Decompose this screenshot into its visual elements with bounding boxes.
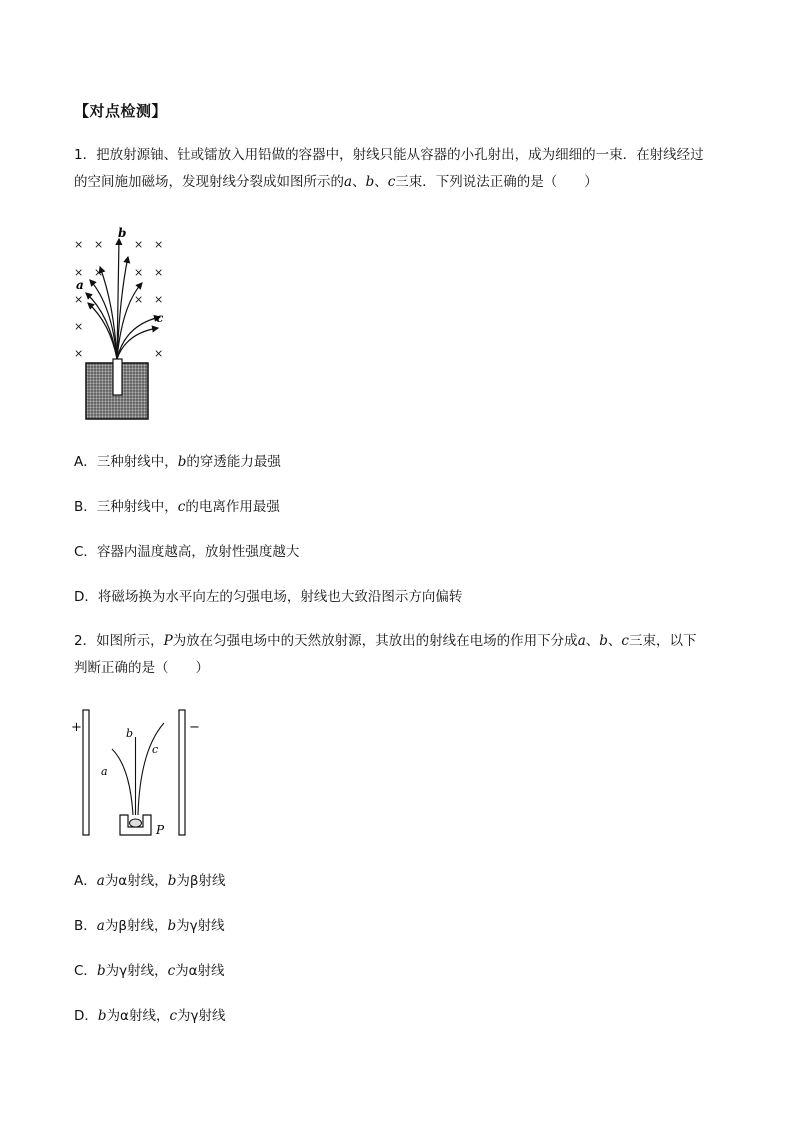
label-b: b bbox=[126, 727, 134, 740]
field-cross: × bbox=[74, 347, 84, 360]
field-cross: × bbox=[154, 238, 164, 251]
ray-a-2 bbox=[86, 293, 117, 359]
ray-paths bbox=[112, 723, 164, 815]
field-cross: × bbox=[134, 266, 144, 279]
field-cross: × bbox=[94, 266, 104, 279]
section-title: 【对点检测】 bbox=[74, 102, 168, 120]
field-cross: × bbox=[74, 293, 84, 306]
field-cross: × bbox=[74, 320, 84, 333]
label-p: P bbox=[156, 823, 165, 837]
question-2-stem bbox=[74, 628, 724, 682]
question-1-number: 1． bbox=[74, 147, 97, 163]
question-2-line-1: 2．如图所示，P为放在匀强电场中的天然放射源，其放出的射线在电场的作用下分成a、b、c三束，以下 bbox=[74, 633, 697, 649]
field-cross: × bbox=[74, 238, 84, 251]
q2-option-c[interactable]: C．b为γ射线，c为α射线 bbox=[74, 963, 225, 979]
question-1-line-2: 的空间施加磁场，发现射线分裂成如图所示的a、b、c三束．下列说法正确的是（ ） bbox=[74, 174, 598, 190]
radioactive-source bbox=[130, 819, 142, 827]
q1-option-c[interactable]: C．容器内温度越高，放射性强度越大 bbox=[74, 544, 300, 560]
q1-option-b[interactable]: B．三种射线中，c的电离作用最强 bbox=[74, 499, 280, 515]
field-cross: × bbox=[154, 293, 164, 306]
field-cross: × bbox=[154, 347, 164, 360]
question-1-magnetic-field-figure bbox=[70, 225, 180, 425]
ray-c bbox=[138, 723, 164, 815]
positive-plate bbox=[83, 710, 89, 835]
q1-option-a[interactable]: A．三种射线中，b的穿透能力最强 bbox=[74, 454, 281, 470]
label-c: c bbox=[152, 743, 159, 756]
q1-option-d[interactable]: D．将磁场换为水平向左的匀强电场，射线也大致沿图示方向偏转 bbox=[74, 589, 463, 605]
q2-option-b[interactable]: B．a为β射线，b为γ射线 bbox=[74, 918, 225, 934]
question-1-stem bbox=[74, 142, 724, 196]
label-c: c bbox=[156, 311, 164, 325]
plus-sign: + bbox=[71, 720, 82, 735]
field-cross: × bbox=[94, 238, 104, 251]
ray-a bbox=[112, 749, 133, 815]
negative-plate bbox=[179, 710, 185, 835]
q2-option-a[interactable]: A．a为α射线，b为β射线 bbox=[74, 873, 226, 889]
field-cross: × bbox=[134, 238, 144, 251]
question-2-line-2: 判断正确的是（ ） bbox=[74, 660, 209, 676]
label-a: a bbox=[101, 765, 108, 778]
container-hole bbox=[113, 359, 122, 395]
q2-option-d[interactable]: D．b为α射线，c为γ射线 bbox=[74, 1008, 226, 1024]
field-cross: × bbox=[134, 293, 144, 306]
question-2-electric-field-figure bbox=[68, 705, 203, 845]
question-1-line-1: 1．把放射源铀、钍或镭放入用铅做的容器中，射线只能从容器的小孔射出，成为细细的一束．在射线经过 bbox=[74, 147, 704, 163]
label-b: b bbox=[118, 226, 127, 240]
label-a: a bbox=[76, 278, 84, 292]
field-cross: × bbox=[74, 266, 84, 279]
ray-beams bbox=[86, 239, 160, 359]
field-cross: × bbox=[154, 266, 164, 279]
question-2-number: 2． bbox=[74, 633, 97, 649]
minus-sign: − bbox=[189, 720, 200, 735]
